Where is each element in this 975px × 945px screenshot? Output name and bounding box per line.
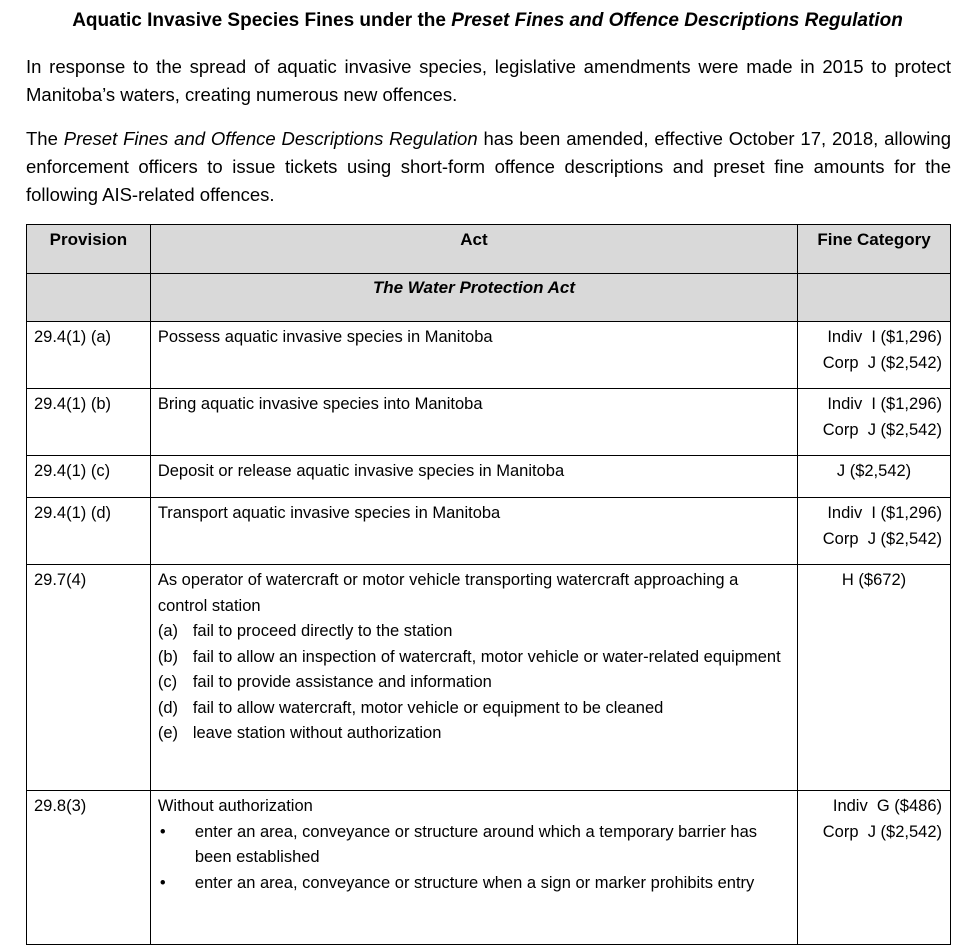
table-row	[27, 389, 951, 456]
fine-line: Corp J ($2,542)	[822, 529, 942, 548]
sub-item	[158, 721, 789, 747]
fine-cell	[798, 456, 951, 498]
intro-paragraph: In response to the spread of aquatic invasive species, legislative amendments were made in 2015 to protect Manitoba’s waters, creating numerous new offences.	[26, 56, 951, 105]
amendment-paragraph	[26, 125, 951, 209]
act-intro: Without authorization	[157, 797, 313, 815]
amendment-rest: has been amended, effective October 17, 2018, allowing enforcement officers to issue tickets using short-form offence descriptions and preset fine amounts for the following AIS-related offences.	[26, 128, 951, 205]
sub-item-key: (d)	[157, 698, 178, 717]
header-act: Act	[150, 225, 797, 274]
sub-item-key: (b)	[157, 647, 178, 666]
sub-item-text: fail to allow watercraft, motor vehicle or equipment to be cleaned	[192, 698, 664, 717]
header-fine-category: Fine Category	[798, 225, 951, 274]
provision-cell: 29.4(1) (c)	[27, 456, 151, 498]
provision-cell: 29.4(1) (a)	[27, 322, 151, 389]
table-row	[27, 791, 951, 945]
sub-item-text: fail to proceed directly to the station	[192, 622, 453, 640]
fine-cell	[798, 322, 951, 389]
amendment-regulation-name: Preset Fines and Offence Descriptions Regulation	[63, 128, 478, 149]
fine-line: Indiv I ($1,296)	[827, 395, 942, 413]
fine-line: Indiv I ($1,296)	[827, 328, 942, 346]
table-row	[27, 498, 951, 565]
fine-cell	[798, 565, 951, 791]
act-name-row	[27, 274, 951, 322]
sub-item	[158, 619, 789, 645]
sub-item	[158, 645, 789, 671]
fine-line: H ($672)	[841, 571, 907, 589]
provision-cell: 29.7(4)	[27, 565, 151, 791]
sub-item-key: (e)	[157, 724, 178, 742]
sub-item-text: fail to provide assistance and information	[192, 673, 492, 691]
document-title	[0, 8, 975, 34]
fine-line: Indiv I ($1,296)	[827, 504, 942, 522]
provision-cell: 29.4(1) (d)	[27, 498, 151, 565]
fine-cell	[798, 498, 951, 565]
bullet-icon: •	[159, 822, 166, 841]
sub-item-key: (a)	[157, 622, 178, 640]
fines-table	[26, 224, 951, 945]
bullet-text: enter an area, conveyance or structure around which a temporary barrier has been established	[194, 822, 758, 866]
act-name-blank-left	[27, 274, 151, 322]
table-row	[27, 456, 951, 498]
act-cell: Possess aquatic invasive species in Manitoba	[150, 322, 797, 389]
header-provision: Provision	[27, 225, 151, 274]
table-header-row	[27, 225, 951, 274]
fine-line: Corp J ($2,542)	[822, 822, 942, 841]
act-cell	[150, 791, 797, 945]
fine-line: Corp J ($2,542)	[822, 420, 942, 439]
sub-item-text: leave station without authorization	[192, 724, 442, 742]
table-row	[27, 565, 951, 791]
fine-cell	[798, 791, 951, 945]
amendment-the: The	[26, 128, 64, 149]
fine-line: Indiv G ($486)	[832, 797, 942, 815]
title-regulation-name: Preset Fines and Offence Descriptions Regulation	[451, 10, 903, 31]
act-intro: As operator of watercraft or motor vehicle transporting watercraft approaching a control station	[157, 571, 739, 615]
table-row	[27, 322, 951, 389]
sub-item	[158, 696, 789, 722]
act-cell: Bring aquatic invasive species into Manitoba	[150, 389, 797, 456]
act-name-blank-right	[798, 274, 951, 322]
sub-item-text: fail to allow an inspection of watercraft, motor vehicle or water-related equipment	[192, 647, 781, 666]
fine-line: J ($2,542)	[836, 462, 912, 480]
fine-line: Corp J ($2,542)	[822, 353, 942, 372]
bullet-item	[158, 871, 789, 897]
act-cell	[150, 565, 797, 791]
bullet-text: enter an area, conveyance or structure when a sign or marker prohibits entry	[194, 873, 755, 892]
provision-cell: 29.4(1) (b)	[27, 389, 151, 456]
bullet-item	[158, 820, 789, 871]
act-cell: Deposit or release aquatic invasive species in Manitoba	[150, 456, 797, 498]
sub-item-key: (c)	[157, 673, 178, 691]
act-name: The Water Protection Act	[150, 274, 797, 322]
sub-item	[158, 670, 789, 696]
provision-cell: 29.8(3)	[27, 791, 151, 945]
title-prefix: Aquatic Invasive Species Fines under the	[72, 10, 452, 31]
fine-cell	[798, 389, 951, 456]
bullet-icon: •	[159, 873, 166, 892]
act-cell: Transport aquatic invasive species in Manitoba	[150, 498, 797, 565]
